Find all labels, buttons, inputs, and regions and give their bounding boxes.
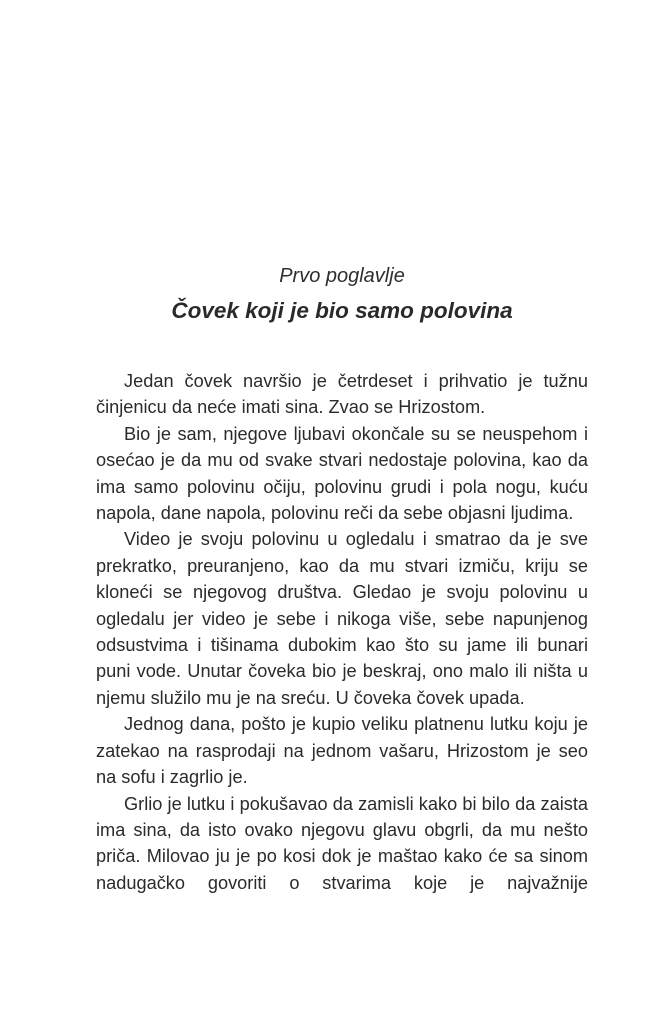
body-text <box>96 368 588 896</box>
paragraph: Jedan čovek navršio je četrdeset i prihvatio je tužnu činjenicu da neće imati sina. Zvao se Hrizostom. <box>96 371 588 418</box>
paragraph: Grlio je lutku i pokušavao da zamisli kako bi bilo da zaista ima sina, da isto ovako njegovu glavu obgrli, da mu nešto priča. Milovao ju je po kosi dok je maštao kako će sa sinom nadugačko govoriti o stvarima koje je najvažnije <box>96 793 588 893</box>
chapter-title: Čovek koji je bio samo polovina <box>171 298 513 323</box>
chapter-label: Prvo poglavlje <box>279 265 405 287</box>
paragraph: Bio je sam, njegove ljubavi okončale su se neuspehom i osećao je da mu od svake stvari nedostaje polovina, kao da ima samo polovinu očiju, polovinu grudi i pola nogu, kuću napola, dane napola, polovinu reči da sebe objasni ljudima. <box>96 423 588 524</box>
paragraph: Jednog dana, pošto je kupio veliku platnenu lutku koju je zatekao na rasprodaji na jednom vašaru, Hrizostom je seo na sofu i zagrlio je. <box>96 714 588 788</box>
paragraph: Video je svoju polovinu u ogledalu i smatrao da je sve prekratko, preuranjeno, kao da mu stvari izmiču, kriju se kloneći se njegovog društva. Gledao je svoju polovinu u ogledalu jer video je sebe i nikoga više, sebe napunjenog odsustvima i tišinama dubokim kao što su jame ili bunari puni vode. Unutar čoveka bio je beskraj, ono malo ili ništa u njemu služilo mu je na sreću. U čoveka čovek upada. <box>96 529 588 708</box>
